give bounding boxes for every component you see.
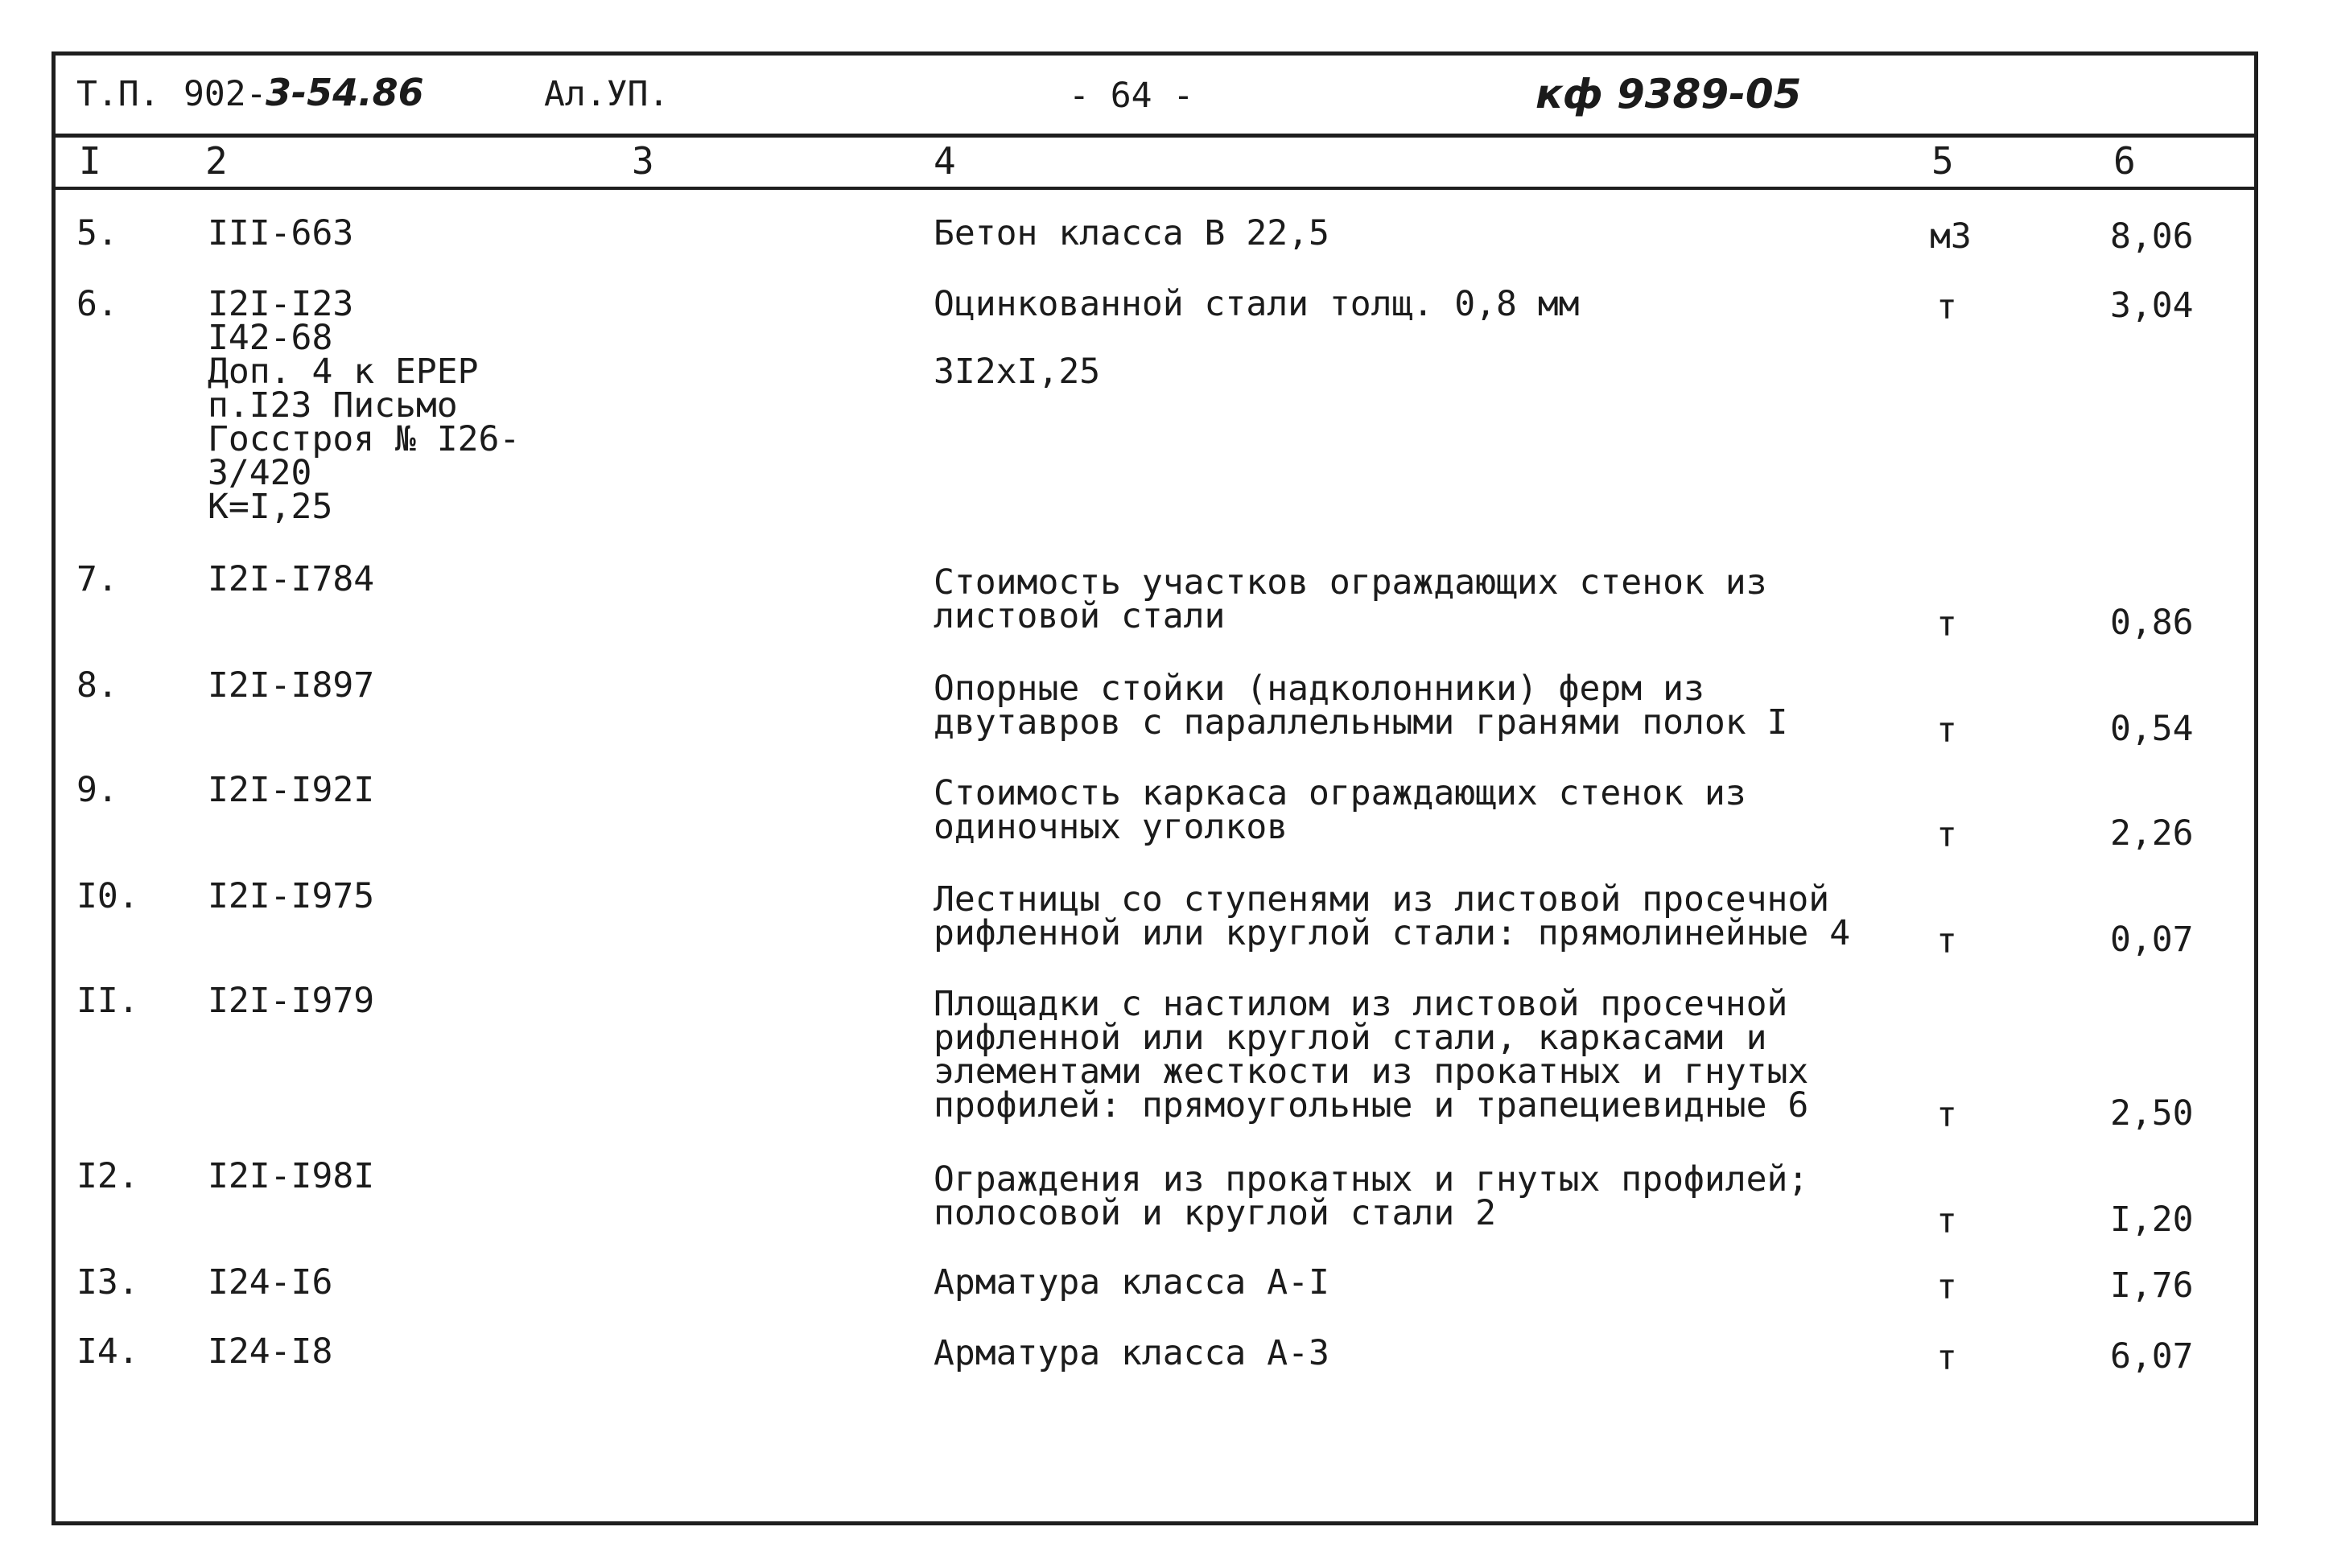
row-code: I2I-I784	[208, 559, 375, 599]
row-code-note: Доп. 4 к ЕРЕР	[208, 352, 479, 392]
row-unit: т	[1936, 710, 1957, 751]
row-description: Опорные стойки (надколонники) ферм из	[934, 669, 1704, 709]
row-description: Площадки с настилом из листовой просечной	[934, 984, 1788, 1024]
row-description: одиночных уголков	[934, 807, 1288, 847]
row-quantity: 6,07	[2110, 1336, 2194, 1377]
row-code: I2I-I979	[208, 981, 375, 1021]
row-description: профилей: прямоугольные и трапециевидные 6	[934, 1085, 1809, 1126]
row-code: III-663	[208, 213, 354, 253]
row-code-note: п.I23 Письмо	[208, 385, 458, 426]
row-description: Арматура класса А-I	[934, 1262, 1329, 1303]
row-number: I4.	[76, 1331, 139, 1372]
row-code: I2I-I92I	[208, 770, 375, 810]
row-description: Арматура класса А-3	[934, 1333, 1329, 1373]
header-album: Ал.УП.	[544, 74, 670, 114]
row-number: I2.	[76, 1156, 139, 1196]
row-quantity: 0,07	[2110, 920, 2194, 960]
row-description: рифленной или круглой стали, каркасами и	[934, 1018, 1767, 1058]
row-unit: т	[1936, 604, 1957, 644]
row-quantity: 0,86	[2110, 603, 2194, 643]
row-description: листовой стали	[934, 596, 1226, 636]
column-header-2: 2	[205, 139, 228, 183]
row-code: I24-I8	[208, 1331, 333, 1372]
row-unit: т	[1936, 921, 1957, 961]
row-code: I2I-I897	[208, 665, 375, 706]
row-quantity: 3,04	[2110, 286, 2194, 326]
row-quantity: 2,50	[2110, 1093, 2194, 1134]
row-description: полосовой и круглой стали 2	[934, 1193, 1496, 1233]
row-unit: т	[1936, 1338, 1957, 1378]
row-description: Стоимость участков ограждающих стенок из	[934, 562, 1767, 603]
row-code: I2I-I98I	[208, 1156, 375, 1196]
row-description: Стоимость каркаса ограждающих стенок из	[934, 773, 1746, 813]
row-unit: т	[1936, 1267, 1957, 1307]
row-description: Ограждения из прокатных и гнутых профилей;	[934, 1159, 1809, 1200]
header-archive-code: кф 9389-05	[1535, 71, 1802, 117]
row-code-note: 3/420	[208, 453, 312, 493]
row-unit: т	[1936, 1095, 1957, 1135]
row-code: I2I-I23	[208, 284, 354, 324]
row-unit: т	[1936, 1201, 1957, 1241]
row-note: 3I2xI,25	[934, 352, 1101, 392]
row-quantity: 0,54	[2110, 709, 2194, 749]
row-code: I24-I6	[208, 1262, 333, 1303]
row-number: 8.	[76, 665, 118, 706]
row-description: Оцинкованной стали толщ. 0,8 мм	[934, 284, 1580, 324]
row-description: рифленной или круглой стали: прямолинейные 4	[934, 913, 1851, 953]
row-code: I2I-I975	[208, 876, 375, 916]
row-number: I3.	[76, 1262, 139, 1303]
row-number: 7.	[76, 559, 118, 599]
row-unit: т	[1936, 287, 1957, 327]
column-header-1: I	[79, 139, 101, 183]
row-quantity: I,20	[2110, 1200, 2194, 1240]
row-number: 6.	[76, 284, 118, 324]
column-header-6: 6	[2113, 139, 2136, 183]
column-header-3: 3	[632, 139, 654, 183]
row-number: 9.	[76, 770, 118, 810]
header-project-code: 902-	[183, 74, 267, 114]
row-description: Бетон класса В 22,5	[934, 213, 1329, 253]
header-tp-prefix: Т.П.	[76, 74, 160, 114]
row-quantity: 8,06	[2110, 216, 2194, 257]
row-quantity: 2,26	[2110, 813, 2194, 854]
row-number: 5.	[76, 213, 118, 253]
header-project-code-handwritten: 3-54.86	[266, 71, 424, 114]
row-number: II.	[76, 981, 139, 1021]
row-code: I42-68	[208, 318, 333, 358]
column-header-divider	[52, 187, 2258, 190]
column-header-5: 5	[1931, 139, 1954, 183]
column-header-4: 4	[934, 139, 956, 183]
row-unit: м3	[1930, 216, 1972, 257]
row-code-note: Госстроя № I26-	[208, 419, 521, 459]
row-description: элементами жесткости из прокатных и гнутых	[934, 1052, 1809, 1092]
row-quantity: I,76	[2110, 1266, 2194, 1306]
header-page-number: - 64 -	[1069, 76, 1194, 116]
row-description: двутавров с параллельными гранями полок I	[934, 702, 1788, 743]
header-divider	[52, 134, 2258, 138]
row-unit: т	[1936, 815, 1957, 855]
row-description: Лестницы со ступенями из листовой просечной	[934, 879, 1830, 920]
row-code-note: К=I,25	[208, 487, 333, 527]
row-number: I0.	[76, 876, 139, 916]
